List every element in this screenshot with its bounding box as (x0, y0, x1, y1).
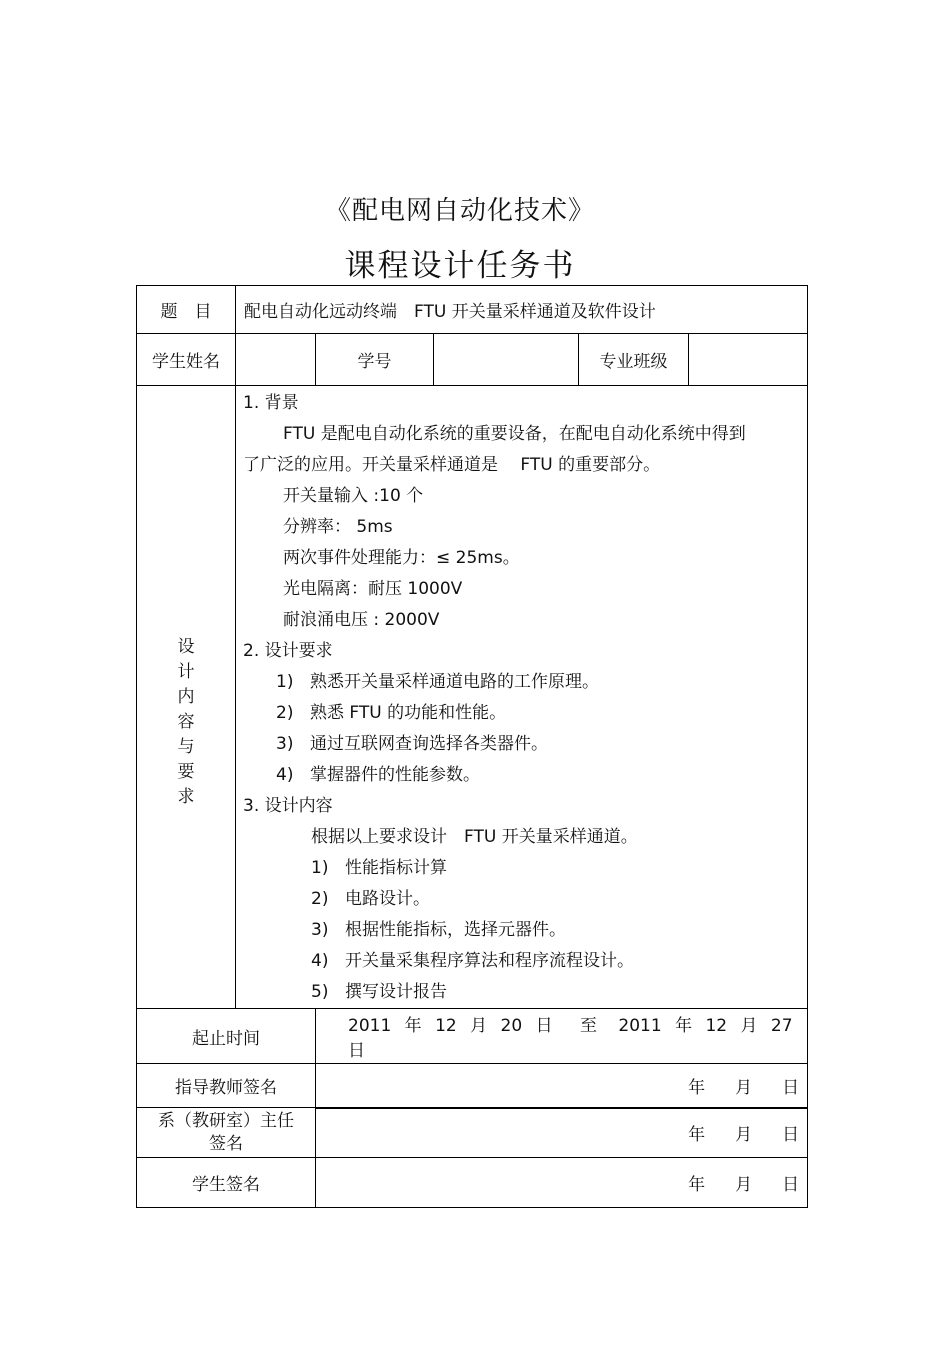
year-char: 年 (404, 1016, 422, 1036)
spec-item: 分辨率： 5ms (283, 517, 393, 537)
item-number: 2) (311, 889, 329, 909)
end-month: 12 (705, 1016, 728, 1036)
design-content-row (137, 386, 808, 1009)
month-char: 月 (735, 1077, 753, 1098)
major-class-field[interactable] (689, 334, 808, 386)
requirement-item (243, 698, 807, 729)
content-item (243, 946, 807, 977)
advisor-sign-row (137, 1064, 808, 1108)
document-title: 《配电网自动化技术》 (324, 196, 595, 226)
day-char: 日 (782, 1175, 800, 1195)
requirement-item (243, 667, 807, 698)
director-label-line2: 签名 (209, 1133, 243, 1154)
year-char: 年 (675, 1016, 693, 1036)
item-number: 1) (311, 858, 329, 878)
student-name-label: 学生姓名 (137, 334, 236, 386)
section-title-design-content: 3. 设计内容 (243, 796, 333, 816)
end-day: 27 (770, 1016, 793, 1036)
month-char: 月 (735, 1125, 753, 1146)
student-name-field[interactable] (236, 334, 316, 386)
item-number: 4) (311, 951, 329, 971)
student-info-row (137, 334, 808, 386)
item-text: 电路设计。 (345, 889, 430, 909)
director-sign-label (137, 1108, 316, 1158)
background-paragraph-line1: FTU 是配电自动化系统的重要设备，在配电自动化系统中得到 (283, 424, 746, 444)
start-day: 20 (500, 1016, 523, 1036)
topic-value: 配电自动化远动终端 FTU 开关量采样通道及软件设计 (236, 286, 808, 334)
day-char: 日 (348, 1041, 365, 1061)
item-text: 熟悉开关量采样通道电路的工作原理。 (310, 672, 599, 692)
spec-item: 光电隔离：耐压 1000V (283, 579, 463, 599)
spec-item: 两次事件处理能力：≤ 25ms。 (283, 548, 520, 568)
item-number: 4) (276, 765, 294, 785)
content-item (243, 884, 807, 915)
label-char: 求 (177, 786, 195, 807)
item-text: 性能指标计算 (345, 858, 447, 878)
content-item (243, 853, 807, 884)
item-number: 3) (311, 920, 329, 940)
student-sign-label: 学生签名 (137, 1158, 316, 1208)
month-char: 月 (735, 1175, 753, 1195)
item-number: 5) (311, 982, 329, 1002)
start-year: 2011 (348, 1016, 392, 1036)
item-text: 撰写设计报告 (345, 982, 447, 1002)
item-text: 根据性能指标，选择元器件。 (345, 920, 566, 940)
item-text: 掌握器件的性能参数。 (310, 765, 480, 785)
month-char: 月 (470, 1016, 488, 1036)
section-title-background: 1. 背景 (243, 393, 299, 413)
day-char: 日 (535, 1016, 553, 1036)
document-subtitle: 课程设计任务书 (344, 248, 576, 284)
to-char: 至 (579, 1016, 597, 1036)
director-label-line1: 系（教研室）主任 (158, 1110, 294, 1131)
spec-item: 耐浪涌电压 : 2000V (283, 610, 440, 630)
major-class-label: 专业班级 (579, 334, 689, 386)
year-char: 年 (688, 1125, 706, 1146)
label-char: 要 (177, 761, 195, 782)
topic-row (137, 286, 808, 334)
task-form-table (136, 285, 808, 1208)
student-id-label: 学号 (316, 334, 434, 386)
content-item (243, 977, 807, 1008)
label-char: 设 (177, 636, 195, 657)
label-char: 与 (177, 736, 195, 757)
requirement-item (243, 729, 807, 760)
year-char: 年 (688, 1077, 706, 1098)
label-char: 计 (177, 661, 195, 682)
design-content-intro: 根据以上要求设计 FTU 开关量采样通道。 (311, 827, 638, 847)
item-number: 1) (276, 672, 294, 692)
item-text: 通过互联网查询选择各类器件。 (310, 734, 548, 754)
item-number: 2) (276, 703, 294, 723)
label-char: 容 (177, 711, 195, 732)
period-value (316, 1009, 808, 1064)
period-row (137, 1009, 808, 1064)
design-content-label (137, 386, 236, 1009)
item-text: 熟悉 FTU 的功能和性能。 (310, 703, 507, 723)
topic-label: 题 目 (137, 286, 236, 334)
day-char: 日 (782, 1077, 800, 1098)
day-char: 日 (782, 1125, 800, 1146)
student-sign-field[interactable] (316, 1158, 808, 1208)
label-char: 内 (177, 686, 195, 707)
director-sign-field[interactable] (316, 1108, 808, 1158)
start-month: 12 (435, 1016, 457, 1036)
year-char: 年 (688, 1175, 706, 1195)
student-id-field[interactable] (434, 334, 579, 386)
end-year: 2011 (618, 1016, 662, 1036)
requirement-item (243, 760, 807, 791)
advisor-sign-label: 指导教师签名 (137, 1064, 316, 1108)
advisor-sign-field[interactable] (316, 1064, 808, 1108)
design-content-body (236, 386, 808, 1009)
section-title-requirements: 2. 设计要求 (243, 641, 333, 661)
student-sign-row (137, 1158, 808, 1208)
content-item (243, 915, 807, 946)
background-paragraph-line2: 了广泛的应用。开关量采样通道是 FTU 的重要部分。 (243, 455, 661, 475)
month-char: 月 (740, 1016, 758, 1036)
period-label: 起止时间 (137, 1009, 316, 1064)
spec-item: 开关量输入 :10 个 (283, 486, 424, 506)
director-sign-row (137, 1108, 808, 1158)
item-text: 开关量采集程序算法和程序流程设计。 (345, 951, 634, 971)
item-number: 3) (276, 734, 294, 754)
